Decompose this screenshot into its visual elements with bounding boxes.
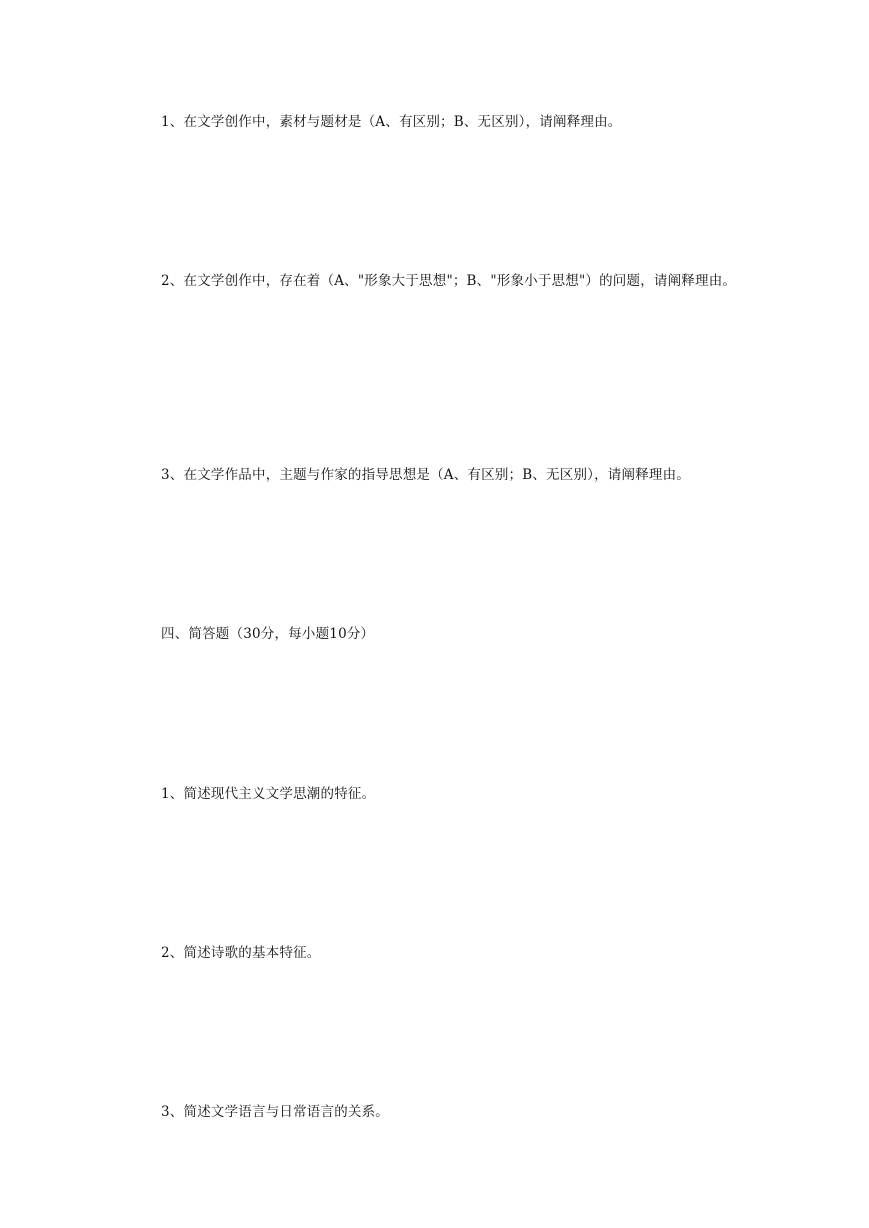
question-1-discussion: 1、在文学创作中，素材与题材是（A、有区别；B、无区别），请阐释理由。 — [161, 114, 622, 130]
question-3-discussion: 3、在文学作品中，主题与作家的指导思想是（A、有区别；B、无区别），请阐释理由。 — [161, 467, 691, 483]
short-answer-question-3: 3、简述文学语言与日常语言的关系。 — [161, 1104, 389, 1120]
short-answer-question-1: 1、简述现代主义文学思潮的特征。 — [161, 786, 376, 802]
question-2-discussion: 2、在文学创作中，存在着（A、"形象大于思想"；B、"形象小于思想"）的问题，请阐释理由。 — [161, 273, 737, 289]
section-heading-short-answer: 四、简答题（30分，每小题10分） — [161, 626, 375, 642]
short-answer-question-2: 2、简述诗歌的基本特征。 — [161, 945, 321, 961]
